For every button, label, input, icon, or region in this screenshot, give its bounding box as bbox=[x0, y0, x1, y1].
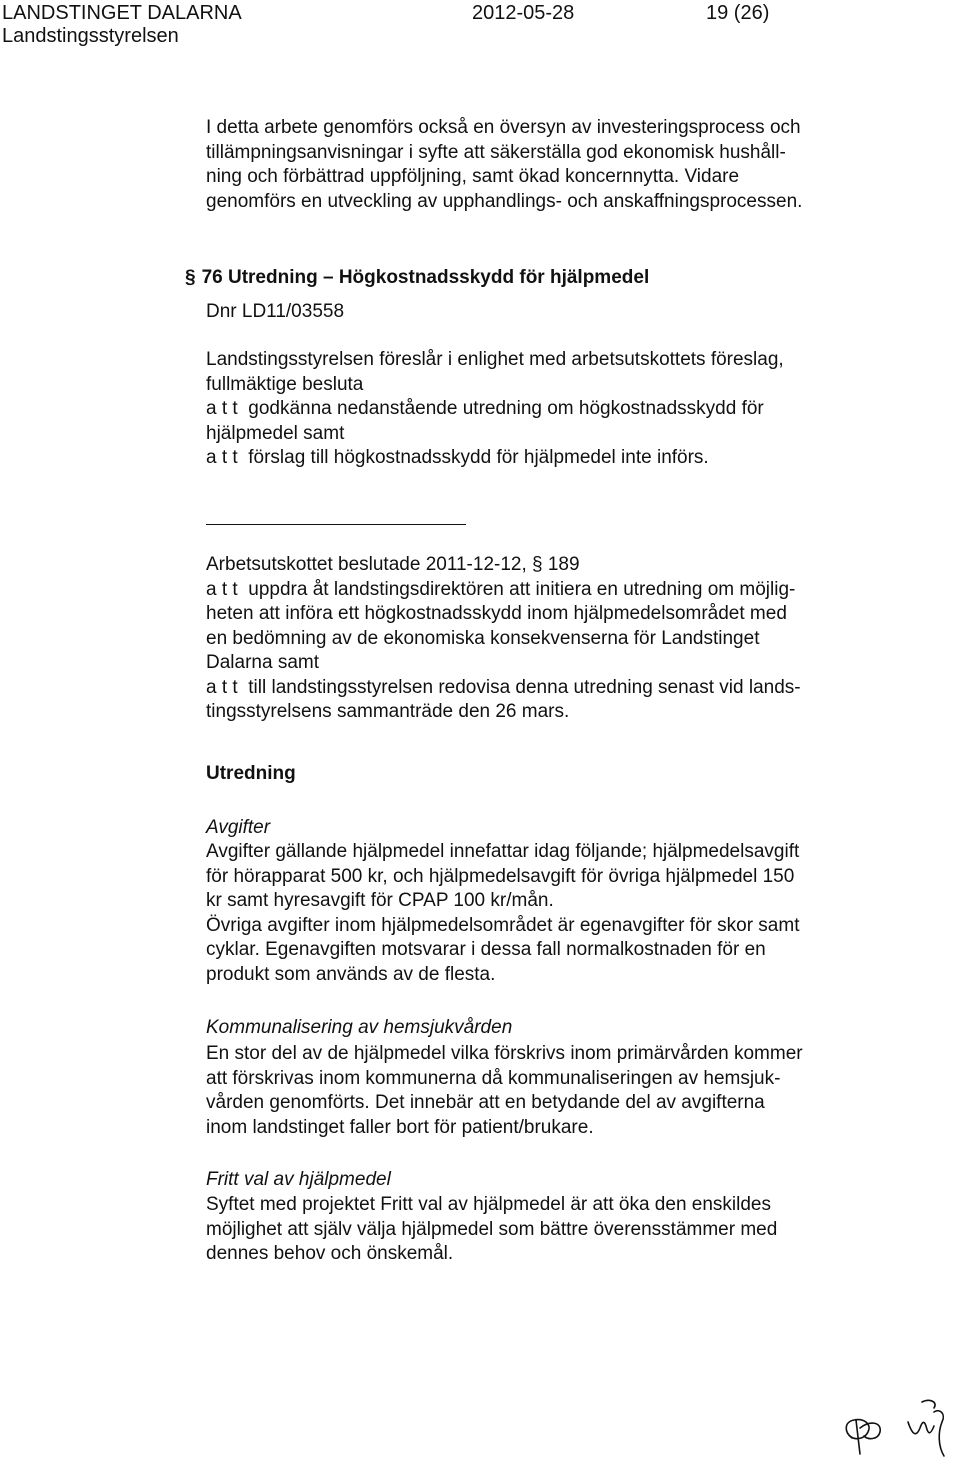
decision-line: Dalarna samt bbox=[206, 652, 319, 673]
divider-line bbox=[206, 524, 466, 525]
header-department: Landstingsstyrelsen bbox=[2, 25, 179, 47]
proposal-att-item bbox=[206, 397, 906, 422]
decision-att-item bbox=[206, 578, 906, 603]
decision-line: Arbetsutskottet beslutade 2011-12-12, § 189 bbox=[206, 554, 580, 575]
utredning-heading: Utredning bbox=[206, 763, 296, 784]
fritt-val-paragraph bbox=[206, 1193, 906, 1267]
kommunalisering-line: En stor del av de hjälpmedel vilka förskrivs inom primärvården kommer bbox=[206, 1043, 803, 1064]
intro-line: I detta arbete genomförs också en översyn av investeringsprocess och bbox=[206, 117, 801, 138]
avgifter-paragraph bbox=[206, 840, 906, 987]
att-prefix: a t t bbox=[206, 447, 238, 468]
kommunalisering-subheading: Kommunalisering av hemsjukvården bbox=[206, 1017, 513, 1038]
header-page-number: 19 (26) bbox=[706, 2, 770, 24]
proposal-line: fullmäktige besluta bbox=[206, 373, 364, 395]
decision-line: tingsstyrelsens sammanträde den 26 mars. bbox=[206, 701, 570, 722]
kommunalisering-paragraph bbox=[206, 1042, 906, 1140]
section-symbol: § bbox=[185, 267, 196, 288]
intro-line: genomförs en utveckling av upphandlings- och anskaffningsprocessen. bbox=[206, 190, 803, 212]
fritt-val-line: möjlighet att själv välja hjälpmedel som bättre överensstämmer med bbox=[206, 1218, 778, 1240]
att-prefix: a t t bbox=[206, 398, 238, 419]
att-text: uppdra åt landstingsdirektören att initiera en utredning om möjlig- bbox=[248, 578, 796, 600]
header-date: 2012-05-28 bbox=[472, 2, 575, 24]
kommunalisering-line: att förskrivas inom kommunerna då kommunaliseringen av hemsjuk- bbox=[206, 1067, 781, 1089]
avgifter-line: Övriga avgifter inom hjälpmedelsområdet är egenavgifter för skor samt bbox=[206, 914, 800, 936]
kommunalisering-line: inom landstinget faller bort för patient/brukare. bbox=[206, 1116, 594, 1138]
intro-line: tillämpningsanvisningar i syfte att säkerställa god ekonomisk hushåll- bbox=[206, 141, 786, 163]
avgifter-subheading: Avgifter bbox=[206, 817, 271, 838]
avgifter-line: kr samt hyresavgift för CPAP 100 kr/mån. bbox=[206, 890, 554, 911]
avgifter-line: Avgifter gällande hjälpmedel innefattar idag följande; hjälpmedelsavgift bbox=[206, 841, 800, 862]
fritt-val-subheading: Fritt val av hjälpmedel bbox=[206, 1169, 391, 1190]
att-prefix: a t t bbox=[206, 676, 238, 698]
section-title: 76 Utredning – Högkostnadsskydd för hjälpmedel bbox=[201, 267, 650, 288]
att-text: till landstingsstyrelsen redovisa denna utredning senast vid lands- bbox=[248, 676, 801, 698]
avgifter-line: produkt som används av de flesta. bbox=[206, 963, 496, 985]
handwritten-initials bbox=[838, 1392, 958, 1464]
decision-att-item bbox=[206, 676, 906, 701]
proposal-paragraph bbox=[206, 348, 906, 471]
fritt-val-line: dennes behov och önskemål. bbox=[206, 1243, 454, 1264]
avgifter-line: cyklar. Egenavgiften motsvarar i dessa fall normalkostnaden för en bbox=[206, 939, 766, 960]
intro-paragraph bbox=[206, 116, 906, 214]
avgifter-line: för hörapparat 500 kr, och hjälpmedelsavgift för övriga hjälpmedel 150 bbox=[206, 865, 795, 887]
att-text: förslag till högkostnadsskydd för hjälpmedel inte införs. bbox=[248, 447, 709, 468]
fritt-val-line: Syftet med projektet Fritt val av hjälpmedel är att öka den enskildes bbox=[206, 1194, 771, 1215]
att-prefix: a t t bbox=[206, 578, 238, 600]
intro-line: ning och förbättrad uppföljning, samt ökad koncernnytta. Vidare bbox=[206, 166, 740, 187]
section-heading bbox=[185, 266, 649, 290]
att-text: godkänna nedanstående utredning om högkostnadsskydd för bbox=[248, 398, 764, 419]
proposal-line: hjälpmedel samt bbox=[206, 422, 345, 444]
decision-paragraph bbox=[206, 553, 906, 725]
header-organization: LANDSTINGET DALARNA bbox=[2, 2, 242, 24]
proposal-line: Landstingsstyrelsen föreslår i enlighet med arbetsutskottets föreslag, bbox=[206, 349, 784, 370]
case-number: Dnr LD11/03558 bbox=[206, 301, 345, 322]
kommunalisering-line: vården genomförts. Det innebär att en betydande del av avgifterna bbox=[206, 1092, 765, 1113]
decision-line: heten att införa ett högkostnadsskydd inom hjälpmedelsområdet med bbox=[206, 603, 787, 624]
decision-line: en bedömning av de ekonomiska konsekvenserna för Landstinget bbox=[206, 627, 760, 649]
proposal-att-item bbox=[206, 446, 906, 471]
